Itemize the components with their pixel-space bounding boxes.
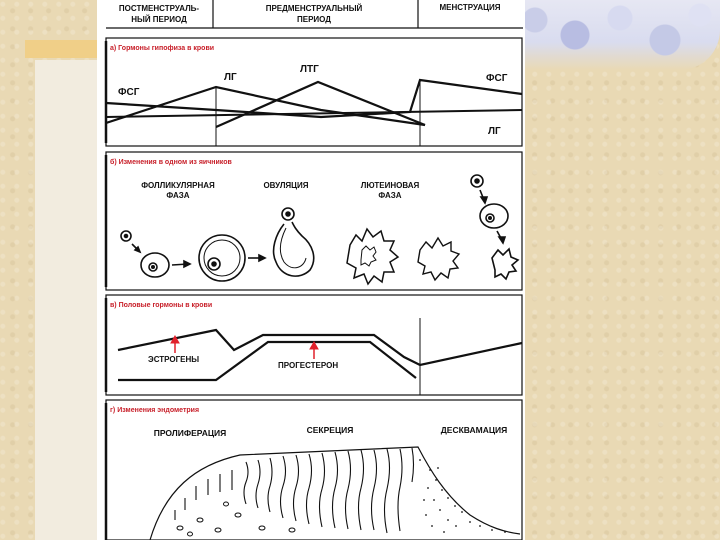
primary-follicle-drawing [121,231,190,277]
section-pituitary-hormones [106,38,522,146]
label-lg-top: ЛГ [224,72,237,83]
header-postmenstrual-line1: ПОСТМЕНСТРУАЛЬ- [118,4,200,13]
ovulating-follicle-drawing [274,208,314,276]
label-proliferation: ПРОЛИФЕРАЦИЯ [153,428,227,438]
progesterone-arrow [310,342,318,359]
section-d-title: г) Изменения эндометрия [110,407,200,414]
label-lg-right: ЛГ [488,126,501,137]
label-follicular-1: ФОЛЛИКУЛЯРНАЯ [141,181,215,190]
label-ovulation: ОВУЛЯЦИЯ [263,181,309,190]
label-desquamation: ДЕСКВАМАЦИЯ [440,425,508,435]
section-a-title: а) Гормоны гипофиза в крови [110,45,215,52]
section-b-title: б) Изменения в одном из яичников [110,159,232,166]
section-sex-hormones [106,295,522,395]
label-luteal-1: ЛЮТЕИНОВАЯ [360,181,420,190]
label-ltg: ЛТГ [300,64,319,75]
section-endometrium [106,400,522,540]
header-row [106,0,523,28]
label-estrogens: ЭСТРОГЕНЫ [148,355,200,364]
label-follicular-2: ФАЗА [166,191,190,200]
label-secretion: СЕКРЕЦИЯ [306,425,354,435]
endometrium-tissue-drawing [150,447,520,540]
header-premenstrual-line2: ПЕРИОД [297,15,331,24]
header-postmenstrual-line2: НЫЙ ПЕРИОД [131,15,187,24]
regressing-corpus-luteum-drawing [418,238,459,280]
section-c-title: в) Половые гормоны в крови [110,302,213,309]
label-fsg-right: ФСГ [486,73,508,84]
header-menstruation: МЕНСТРУАЦИЯ [439,3,501,12]
corpus-luteum-drawing [347,229,398,284]
header-premenstrual-line1: ПРЕДМЕНСТРУАЛЬНЫЙ [265,4,363,13]
label-luteal-2: ФАЗА [378,191,402,200]
label-progesterone: ПРОГЕСТЕРОН [278,361,339,370]
new-follicle-drawing [471,175,518,279]
growing-follicle-drawing [199,235,265,281]
label-fsg-left: ФСГ [118,87,140,98]
section-ovary-changes [106,152,522,290]
